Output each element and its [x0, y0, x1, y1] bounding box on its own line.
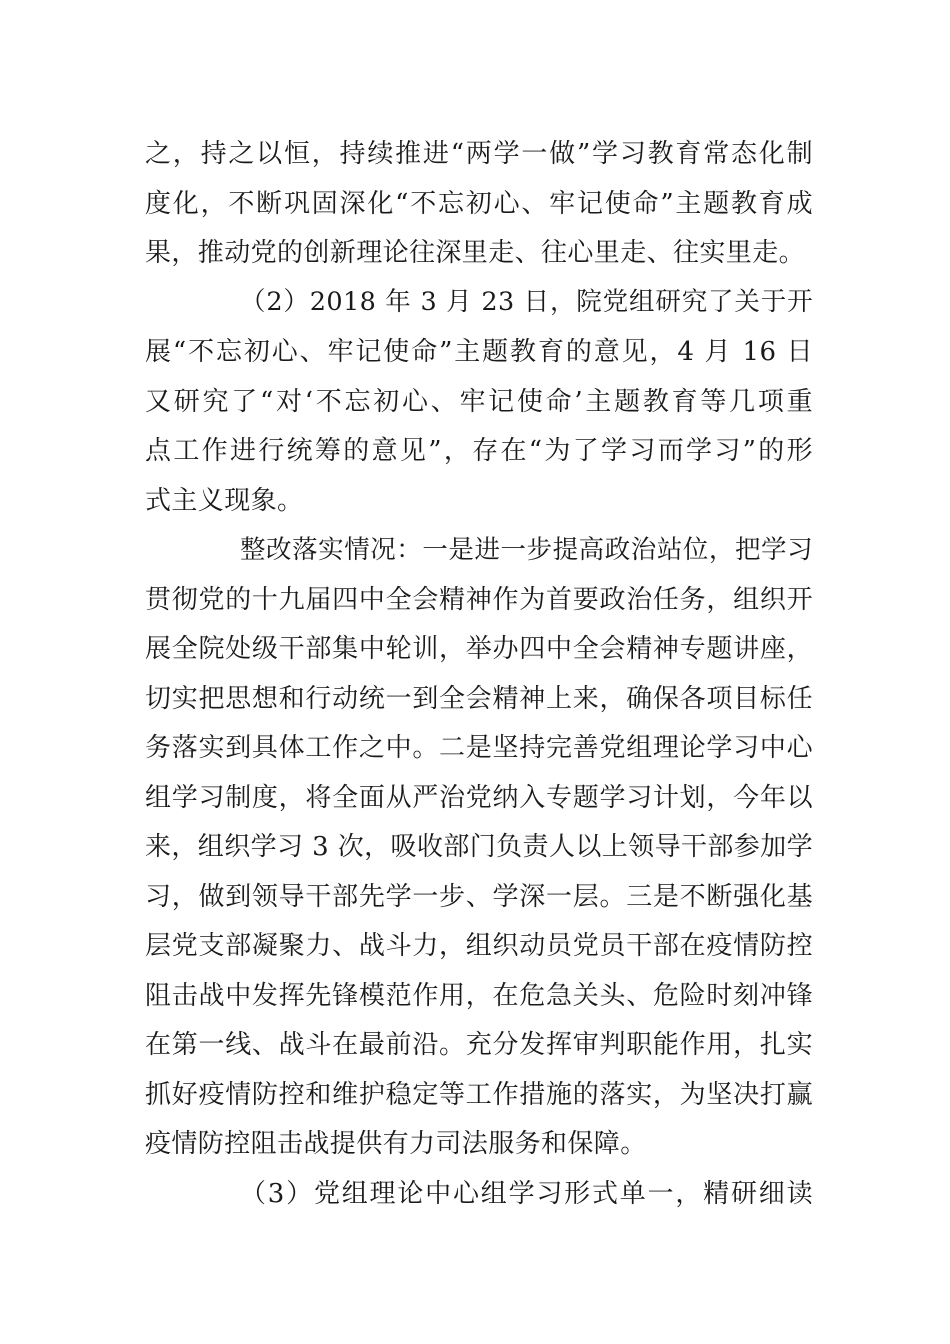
text-line: 务落实到具体工作之中。二是坚持完善党组理论学习中心 — [145, 733, 813, 763]
text-line: 层党支部凝聚力、战斗力，组织动员党员干部在疫情防控 — [145, 931, 813, 961]
text-line: 点工作进行统筹的意见”，存在“为了学习而学习”的形 — [145, 436, 813, 466]
rectification-heading: 整改落实情况：一是进一步提高政治站位，把学习 — [240, 535, 813, 565]
paragraph-heading-3: （3）党组理论中心组学习形式单一，精研细读 — [240, 1179, 813, 1209]
text-line: 习，做到领导干部先学一步、学深一层。三是不断强化基 — [145, 882, 813, 912]
text-line: 疫情防控阻击战提供有力司法服务和保障。 — [145, 1129, 647, 1159]
text-line: 式主义现象。 — [145, 486, 304, 516]
text-line: 来，组织学习 3 次，吸收部门负责人以上领导干部参加学 — [145, 832, 813, 862]
text-line: 抓好疫情防控和维护稳定等工作措施的落实，为坚决打赢 — [145, 1080, 813, 1110]
text-line: 阻击战中发挥先锋模范作用，在危急关头、危险时刻冲锋 — [145, 981, 813, 1011]
text-line: 又研究了“对‘不忘初心、牢记使命’主题教育等几项重 — [145, 387, 813, 417]
text-line: 果，推动党的创新理论往深里走、往心里走、往实里走。 — [145, 238, 806, 268]
text-line: 切实把思想和行动统一到全会精神上来，确保各项目标任 — [145, 684, 813, 714]
paragraph-heading-2: （2）2018 年 3 月 23 日，院党组研究了关于开 — [240, 287, 813, 317]
text-line: 度化，不断巩固深化“不忘初心、牢记使命”主题教育成 — [145, 189, 813, 219]
text-line: 在第一线、战斗在最前沿。充分发挥审判职能作用，扎实 — [145, 1030, 813, 1060]
text-line: 组学习制度，将全面从严治党纳入专题学习计划，今年以 — [145, 783, 813, 813]
text-line: 展“不忘初心、牢记使命”主题教育的意见，4 月 16 日 — [145, 337, 813, 367]
text-line: 展全院处级干部集中轮训，举办四中全会精神专题讲座， — [145, 634, 813, 664]
text-line: 之，持之以恒，持续推进“两学一做”学习教育常态化制 — [145, 139, 813, 169]
text-line: 贯彻党的十九届四中全会精神作为首要政治任务，组织开 — [145, 585, 813, 615]
